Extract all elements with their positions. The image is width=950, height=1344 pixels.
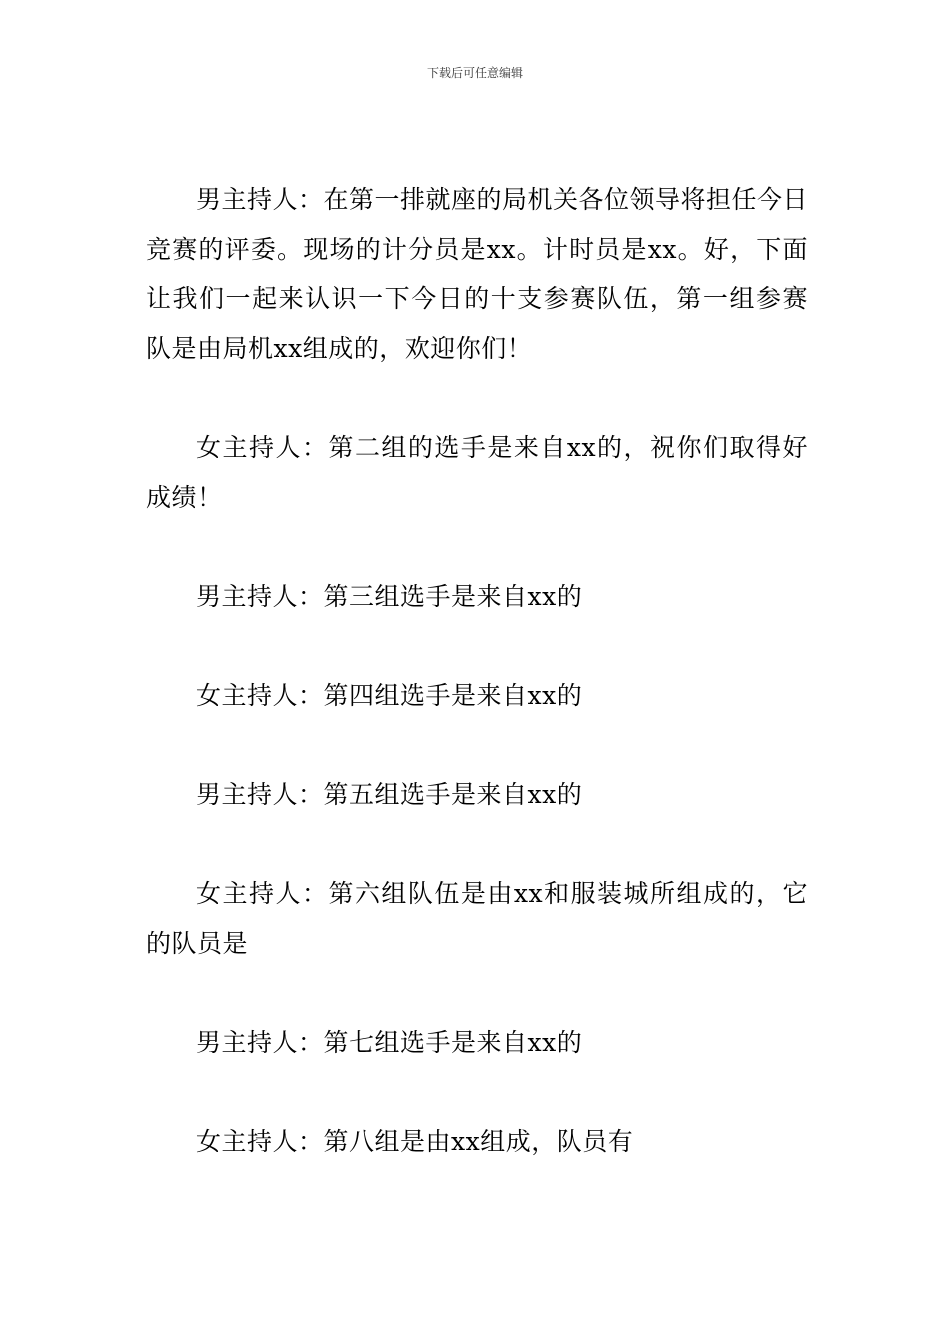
paragraph-spacer bbox=[146, 969, 808, 1019]
paragraph-1: 男主持人：在第一排就座的局机关各位领导将担任今日竞赛的评委。现场的计分员是xx。计时员是xx。好，下面让我们一起来认识一下今日的十支参赛队伍，第一组参赛队是由局机xx组成的，欢迎你们！ bbox=[146, 185, 809, 363]
paragraph-spacer bbox=[146, 373, 808, 423]
paragraph-4: 女主持人：第四组选手是来自xx的 bbox=[196, 680, 583, 710]
paragraph-2: 女主持人：第二组的选手是来自xx的，祝你们取得好成绩！ bbox=[146, 432, 808, 512]
paragraph-spacer bbox=[146, 721, 808, 771]
paragraph-spacer bbox=[146, 522, 808, 572]
document-body bbox=[146, 175, 808, 1167]
paragraph-3: 男主持人：第三组选手是来自xx的 bbox=[196, 581, 583, 611]
paragraph-spacer bbox=[146, 621, 808, 671]
paragraph-spacer bbox=[146, 1068, 808, 1118]
paragraph-8: 女主持人：第八组是由xx组成，队员有 bbox=[196, 1127, 634, 1157]
paragraph-5: 男主持人：第五组选手是来自xx的 bbox=[196, 780, 583, 810]
page-header: 下载后可任意编辑 bbox=[426, 66, 523, 80]
paragraph-6: 女主持人：第六组队伍是由xx和服装城所组成的，它的队员是 bbox=[146, 879, 808, 958]
paragraph-spacer bbox=[146, 820, 808, 870]
paragraph-7: 男主持人：第七组选手是来自xx的 bbox=[196, 1028, 583, 1058]
